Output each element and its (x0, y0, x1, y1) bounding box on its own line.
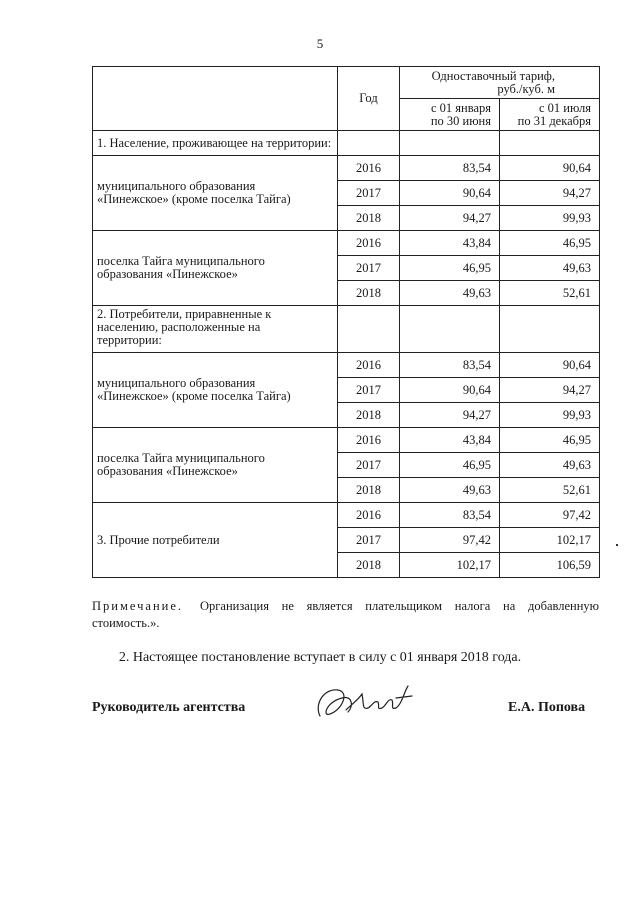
empty-cell (338, 306, 400, 353)
tariff-cell: 99,93 (500, 403, 600, 428)
year-cell: 2018 (338, 206, 400, 231)
year-cell: 2016 (338, 503, 400, 528)
tariff-cell: 49,63 (500, 256, 600, 281)
section-2-title-line3: территории: (97, 333, 162, 347)
year-cell: 2018 (338, 281, 400, 306)
tariff-cell: 90,64 (400, 378, 500, 403)
tariff-cell: 97,42 (400, 528, 500, 553)
header-period-1-line2: по 30 июня (430, 113, 491, 128)
group-3-label-line2: «Пинежское» (кроме поселка Тайга) (97, 389, 291, 403)
table-row (93, 428, 600, 453)
tariff-cell: 102,17 (500, 528, 600, 553)
empty-cell (400, 306, 500, 353)
year-cell: 2017 (338, 453, 400, 478)
group-3-label (93, 353, 338, 428)
group-1-label (93, 156, 338, 231)
year-cell: 2017 (338, 256, 400, 281)
group-1-label-line2: «Пинежское» (кроме поселка Тайга) (97, 192, 291, 206)
tariff-cell: 46,95 (400, 256, 500, 281)
header-period-1-line1: с 01 января (430, 100, 491, 115)
year-cell: 2018 (338, 553, 400, 578)
tariff-cell: 83,54 (400, 156, 500, 181)
tariff-cell: 90,64 (500, 156, 600, 181)
scan-speck (616, 544, 618, 546)
section-2-title-line2: населению, расположенные на (97, 320, 261, 334)
tariff-cell: 102,17 (400, 553, 500, 578)
year-cell: 2016 (338, 353, 400, 378)
group-1-label-line1: муниципального образования (97, 179, 256, 193)
table-row (93, 156, 600, 181)
note (92, 598, 599, 632)
signatory-name: Е.А. Попова (508, 700, 586, 715)
header-name-cell (93, 67, 338, 131)
tariff-cell: 94,27 (400, 403, 500, 428)
table-row (93, 353, 600, 378)
group-4-label-line2: образования «Пинежское» (97, 464, 238, 478)
tariff-cell: 106,59 (500, 553, 600, 578)
tariff-cell: 83,54 (400, 353, 500, 378)
tariff-cell: 43,84 (400, 428, 500, 453)
header-period-1 (400, 99, 500, 131)
empty-cell (500, 306, 600, 353)
section-2-title (93, 306, 338, 353)
year-cell: 2016 (338, 428, 400, 453)
tariff-cell: 49,63 (400, 281, 500, 306)
header-period-2-line1: с 01 июля (539, 100, 592, 115)
tariff-cell: 83,54 (400, 503, 500, 528)
handwritten-signature (312, 680, 422, 726)
tariff-cell: 97,42 (500, 503, 600, 528)
tariff-table (92, 66, 600, 578)
header-tariff-title-line1: Одноставочный тариф, (431, 68, 556, 83)
group-5-label: 3. Прочие потребители (93, 503, 338, 578)
group-4-label-line1: поселка Тайга муниципального (97, 451, 265, 465)
header-period-2 (500, 99, 600, 131)
group-2-label-line1: поселка Тайга муниципального (97, 254, 265, 268)
group-3-label-line1: муниципального образования (97, 376, 256, 390)
year-cell: 2018 (338, 403, 400, 428)
header-tariff-title (400, 67, 600, 99)
tariff-cell: 49,63 (500, 453, 600, 478)
tariff-cell: 94,27 (500, 378, 600, 403)
empty-cell (500, 131, 600, 156)
table-row (93, 231, 600, 256)
tariff-cell: 99,93 (500, 206, 600, 231)
tariff-cell: 90,64 (400, 181, 500, 206)
year-cell: 2017 (338, 528, 400, 553)
effective-date-clause: 2. Настоящее постановление вступает в силу с 01 января 2018 года. (118, 650, 522, 665)
header-tariff-title-line2: руб./куб. м (497, 81, 556, 96)
tariff-cell: 90,64 (500, 353, 600, 378)
year-cell: 2018 (338, 478, 400, 503)
header-period-2-line2: по 31 декабря (517, 113, 592, 128)
header-year: Год (338, 67, 400, 131)
tariff-cell: 46,95 (500, 231, 600, 256)
year-cell: 2016 (338, 231, 400, 256)
note-text: Организация не является плательщиком налога на добавленную стоимость.». (92, 599, 599, 630)
empty-cell (338, 131, 400, 156)
tariff-cell: 43,84 (400, 231, 500, 256)
empty-cell (400, 131, 500, 156)
table-row (93, 503, 600, 528)
section-2-title-line1: 2. Потребители, приравненные к (97, 307, 272, 321)
tariff-cell: 52,61 (500, 281, 600, 306)
group-2-label (93, 231, 338, 306)
signatory-role: Руководитель агентства (92, 700, 246, 715)
page-number: 5 (316, 36, 324, 51)
tariff-cell: 94,27 (500, 181, 600, 206)
tariff-cell: 94,27 (400, 206, 500, 231)
tariff-cell: 49,63 (400, 478, 500, 503)
year-cell: 2017 (338, 378, 400, 403)
tariff-cell: 46,95 (500, 428, 600, 453)
year-cell: 2016 (338, 156, 400, 181)
group-2-label-line2: образования «Пинежское» (97, 267, 238, 281)
tariff-cell: 46,95 (400, 453, 500, 478)
group-4-label (93, 428, 338, 503)
year-cell: 2017 (338, 181, 400, 206)
note-label: Примечание. (92, 599, 184, 613)
section-1-title: 1. Население, проживающее на территории: (93, 131, 338, 156)
tariff-cell: 52,61 (500, 478, 600, 503)
